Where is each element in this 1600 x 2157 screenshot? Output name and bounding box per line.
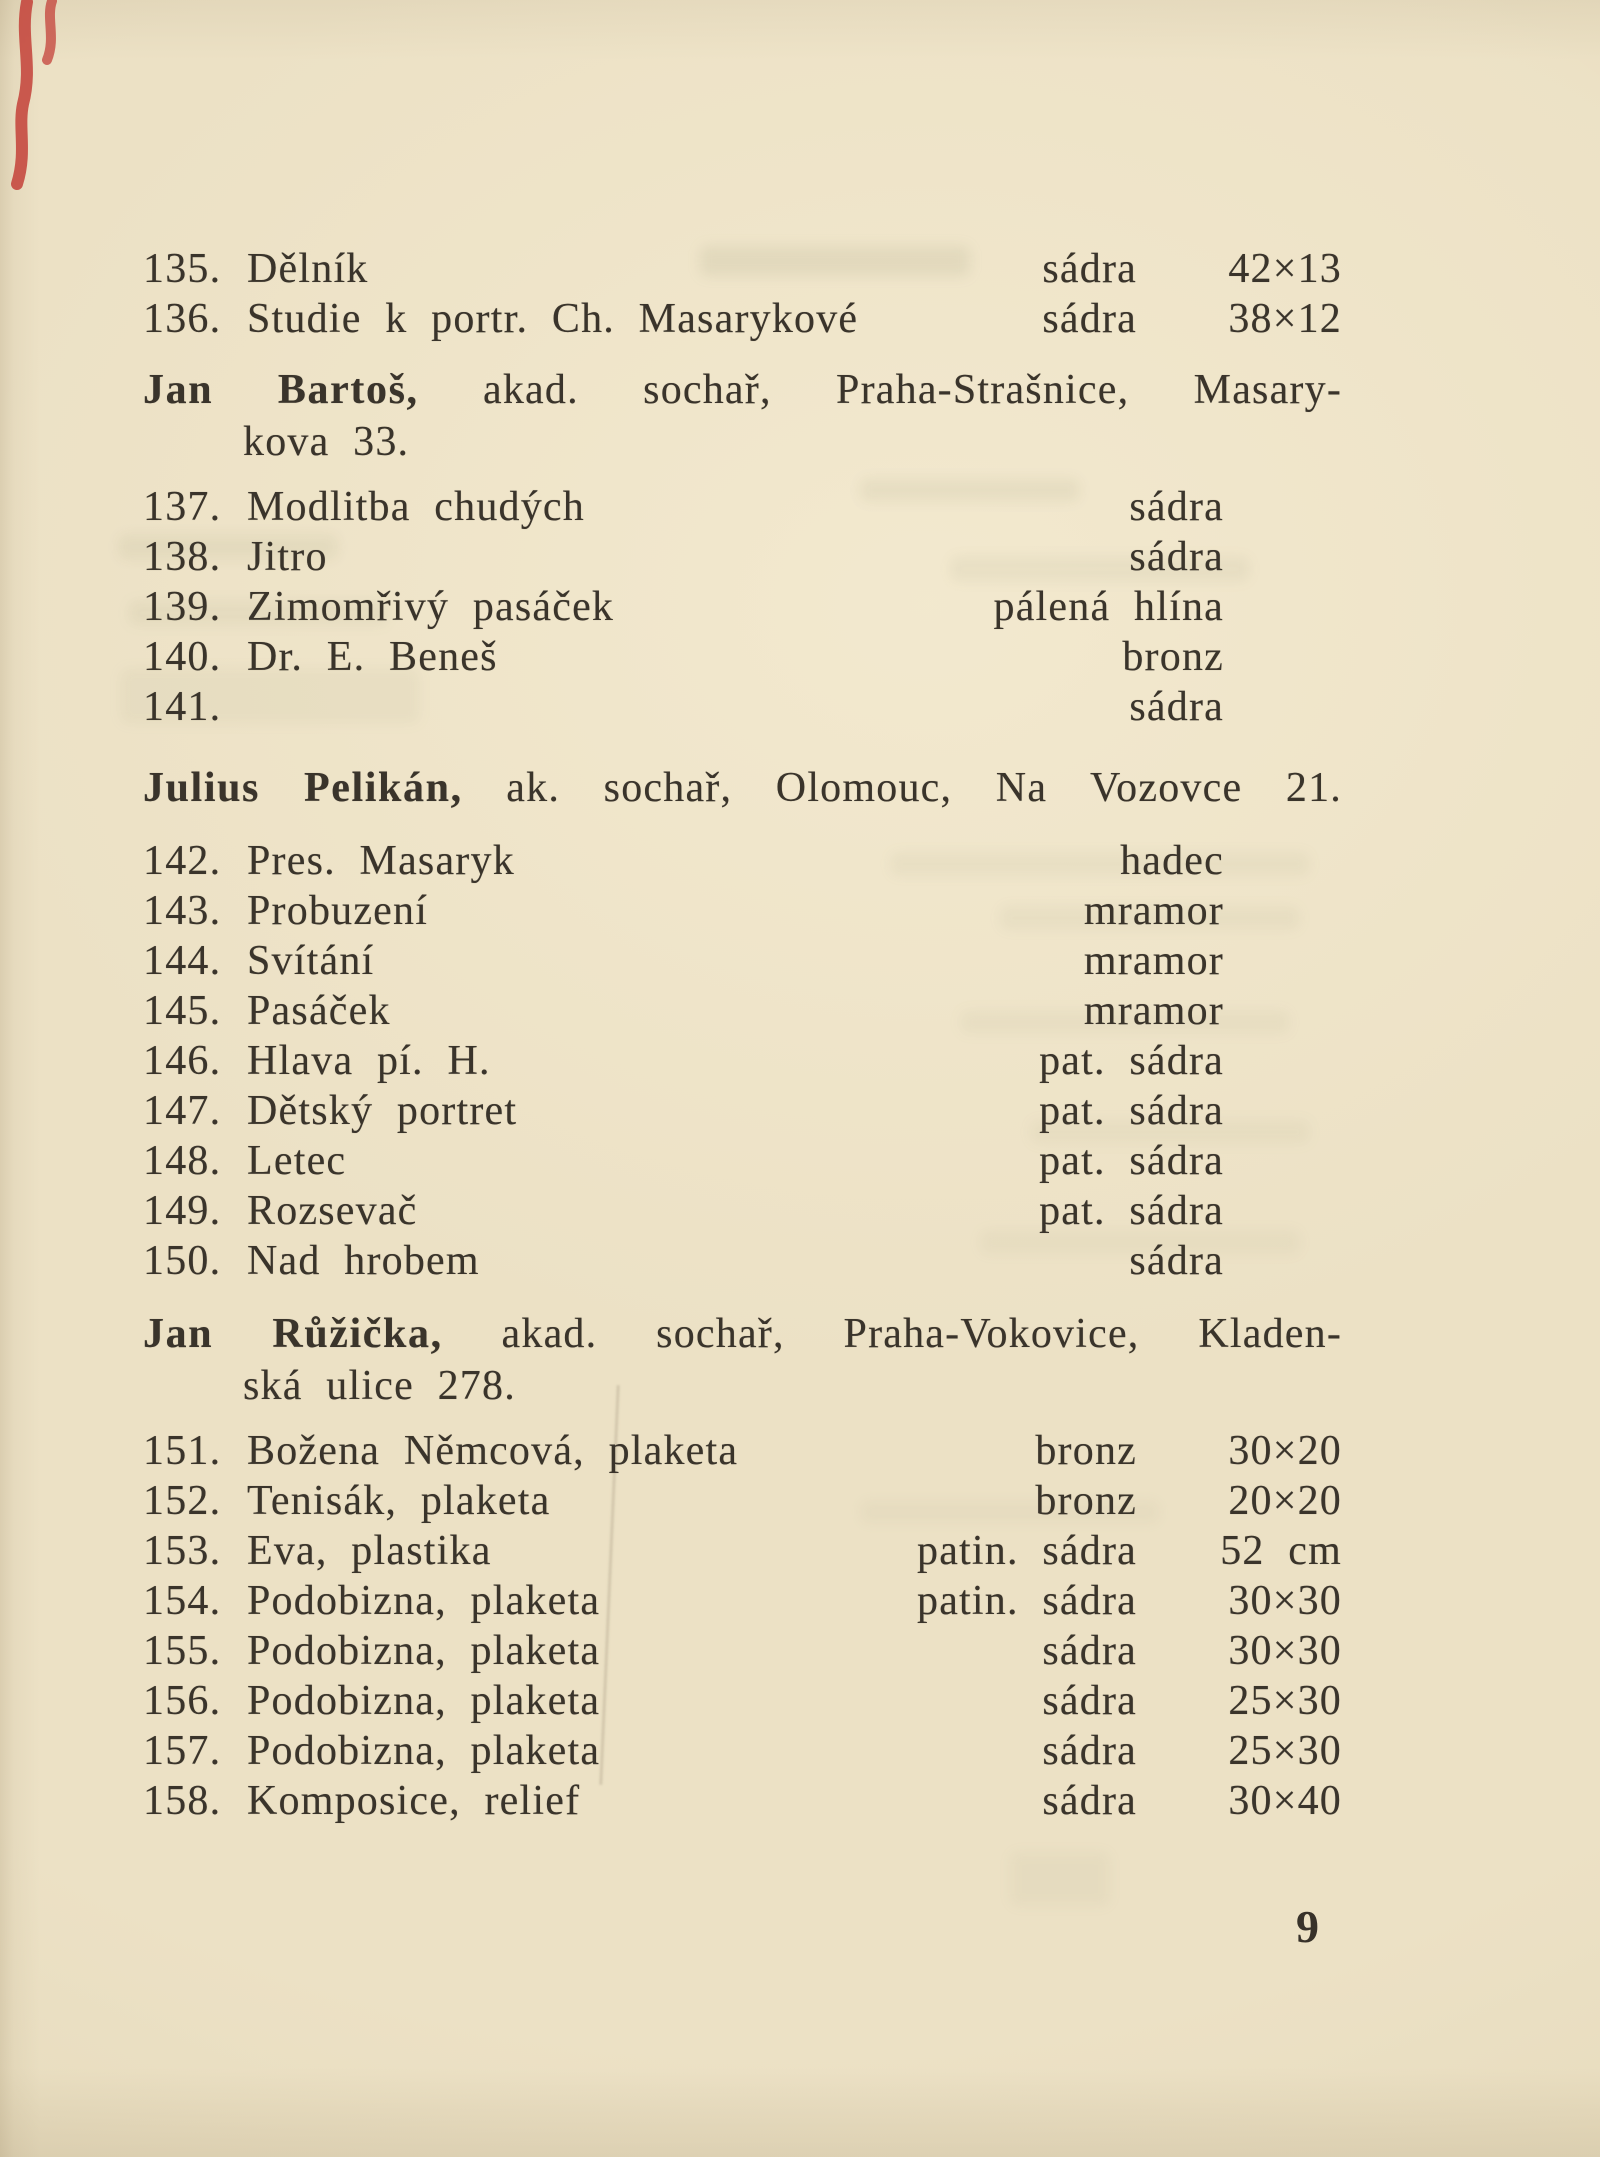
catalog-item-row — [143, 986, 1342, 1036]
catalog-item-row — [143, 1426, 1342, 1476]
item-title: Podobizna, plaketa — [247, 1678, 601, 1724]
item-number: 149. — [143, 1188, 222, 1234]
item-dimensions: 20×20 — [1228, 1478, 1342, 1524]
catalog-item-row — [143, 1776, 1342, 1826]
catalog-item-row — [143, 1086, 1342, 1136]
item-title: Probuzení — [247, 888, 429, 934]
item-material: mramor — [1083, 988, 1224, 1034]
item-number: 145. — [143, 988, 222, 1034]
item-number: 147. — [143, 1088, 222, 1134]
item-material: sádra — [1042, 1728, 1137, 1774]
item-material: hadec — [1120, 838, 1224, 884]
item-title: Dr. E. Beneš — [247, 634, 498, 680]
item-material: patin. sádra — [917, 1528, 1137, 1574]
item-number: 142. — [143, 838, 222, 884]
item-title: Letec — [247, 1138, 347, 1184]
show-through-smudge — [1010, 1852, 1110, 1906]
page-number: 9 — [1296, 1901, 1320, 1952]
item-material: pálená hlína — [993, 584, 1224, 630]
item-number: 136. — [143, 296, 222, 342]
catalog-item-row — [143, 532, 1342, 582]
item-number: 157. — [143, 1728, 222, 1774]
item-dimensions: 30×30 — [1228, 1578, 1342, 1624]
sculptor-name: Jan Růžička, — [143, 1311, 443, 1357]
item-number: 148. — [143, 1138, 222, 1184]
item-title: Hlava pí. H. — [247, 1038, 491, 1084]
item-material: sádra — [1042, 296, 1137, 342]
item-number: 153. — [143, 1528, 222, 1574]
catalog-item-row — [143, 244, 1342, 294]
catalog-item-row — [143, 1676, 1342, 1726]
item-material: pat. sádra — [1039, 1038, 1224, 1084]
item-number: 139. — [143, 584, 222, 630]
item-number: 141. — [143, 684, 222, 730]
item-number: 146. — [143, 1038, 222, 1084]
catalog-item-row — [143, 936, 1342, 986]
item-material: sádra — [1129, 484, 1224, 530]
sculptor-heading — [143, 1308, 1342, 1360]
catalog-item-row — [143, 1186, 1342, 1236]
item-title: Komposice, relief — [247, 1778, 581, 1824]
item-number: 135. — [143, 246, 222, 292]
sculptor-heading — [143, 762, 1342, 814]
item-number: 140. — [143, 634, 222, 680]
catalog-item-row — [143, 1036, 1342, 1086]
catalog-item-row — [143, 632, 1342, 682]
item-material: bronz — [1122, 634, 1224, 680]
catalog-item-row — [143, 836, 1342, 886]
catalog-section — [143, 482, 1342, 732]
item-title: Jitro — [247, 534, 328, 580]
sculptor-name: Julius Pelikán, — [143, 765, 463, 811]
item-title: Podobizna, plaketa — [247, 1628, 601, 1674]
item-number: 154. — [143, 1578, 222, 1624]
item-dimensions: 30×20 — [1228, 1428, 1342, 1474]
catalog-item-row — [143, 1236, 1342, 1286]
item-material: sádra — [1129, 684, 1224, 730]
catalog-section — [143, 836, 1342, 1286]
item-dimensions: 30×30 — [1228, 1628, 1342, 1674]
item-material: sádra — [1042, 1678, 1137, 1724]
item-title: Podobizna, plaketa — [247, 1578, 601, 1624]
item-title: Pasáček — [247, 988, 391, 1034]
sculptor-details: ak. sochař, Olomouc, Na Vozovce 21. — [506, 765, 1342, 811]
catalog-item-row — [143, 682, 1342, 732]
sculptor-details: akad. sochař, Praha-Strašnice, Masary- — [483, 367, 1343, 413]
catalog-item-row — [143, 1576, 1342, 1626]
sculptor-heading — [143, 364, 1342, 416]
item-number: 137. — [143, 484, 222, 530]
catalog-item-row — [143, 482, 1342, 532]
catalog-item-row — [143, 886, 1342, 936]
item-title: Božena Němcová, plaketa — [247, 1428, 739, 1474]
item-title: Svítání — [247, 938, 375, 984]
item-material: pat. sádra — [1039, 1138, 1224, 1184]
item-number: 151. — [143, 1428, 222, 1474]
item-title: Pres. Masaryk — [247, 838, 515, 884]
item-title: Tenisák, plaketa — [247, 1478, 551, 1524]
item-title: Nad hrobem — [247, 1238, 480, 1284]
catalog-item-row — [143, 294, 1342, 344]
item-material: patin. sádra — [917, 1578, 1137, 1624]
item-number: 138. — [143, 534, 222, 580]
item-title: Zimomřivý pasáček — [247, 584, 615, 630]
item-material: mramor — [1083, 938, 1224, 984]
item-title: Studie k portr. Ch. Masarykové — [247, 296, 859, 342]
item-number: 158. — [143, 1778, 222, 1824]
catalog-section — [143, 244, 1342, 344]
item-number: 155. — [143, 1628, 222, 1674]
item-material: mramor — [1083, 888, 1224, 934]
catalog-item-row — [143, 1626, 1342, 1676]
item-material: sádra — [1042, 1628, 1137, 1674]
sculptor-address-line2: ská ulice 278. — [243, 1363, 516, 1409]
item-material: pat. sádra — [1039, 1088, 1224, 1134]
catalog-item-row — [143, 1726, 1342, 1776]
item-material: pat. sádra — [1039, 1188, 1224, 1234]
item-material: bronz — [1035, 1428, 1137, 1474]
item-title: Dělník — [247, 246, 369, 292]
item-material: bronz — [1035, 1478, 1137, 1524]
catalog-item-row — [143, 582, 1342, 632]
catalog-section — [143, 1426, 1342, 1826]
catalog-item-row — [143, 1526, 1342, 1576]
item-number: 150. — [143, 1238, 222, 1284]
item-dimensions: 42×13 — [1228, 246, 1342, 292]
item-material: sádra — [1042, 1778, 1137, 1824]
item-title: Eva, plastika — [247, 1528, 492, 1574]
item-number: 152. — [143, 1478, 222, 1524]
sculptor-details: akad. sochař, Praha-Vokovice, Kladen- — [501, 1311, 1343, 1357]
item-dimensions: 30×40 — [1228, 1778, 1342, 1824]
item-title: Podobizna, plaketa — [247, 1728, 601, 1774]
item-material: sádra — [1042, 246, 1137, 292]
item-title: Rozsevač — [247, 1188, 418, 1234]
item-title: Modlitba chudých — [247, 484, 585, 530]
item-dimensions: 52 cm — [1220, 1528, 1342, 1574]
item-title: Dětský portret — [247, 1088, 518, 1134]
item-dimensions: 25×30 — [1228, 1678, 1342, 1724]
item-dimensions: 25×30 — [1228, 1728, 1342, 1774]
sculptor-name: Jan Bartoš, — [143, 367, 419, 413]
catalog-item-row — [143, 1476, 1342, 1526]
item-material: sádra — [1129, 1238, 1224, 1284]
item-material: sádra — [1129, 534, 1224, 580]
item-number: 143. — [143, 888, 222, 934]
sculptor-address-line2: kova 33. — [243, 419, 410, 465]
item-number: 144. — [143, 938, 222, 984]
item-number: 156. — [143, 1678, 222, 1724]
catalog-item-row — [143, 1136, 1342, 1186]
item-dimensions: 38×12 — [1228, 296, 1342, 342]
